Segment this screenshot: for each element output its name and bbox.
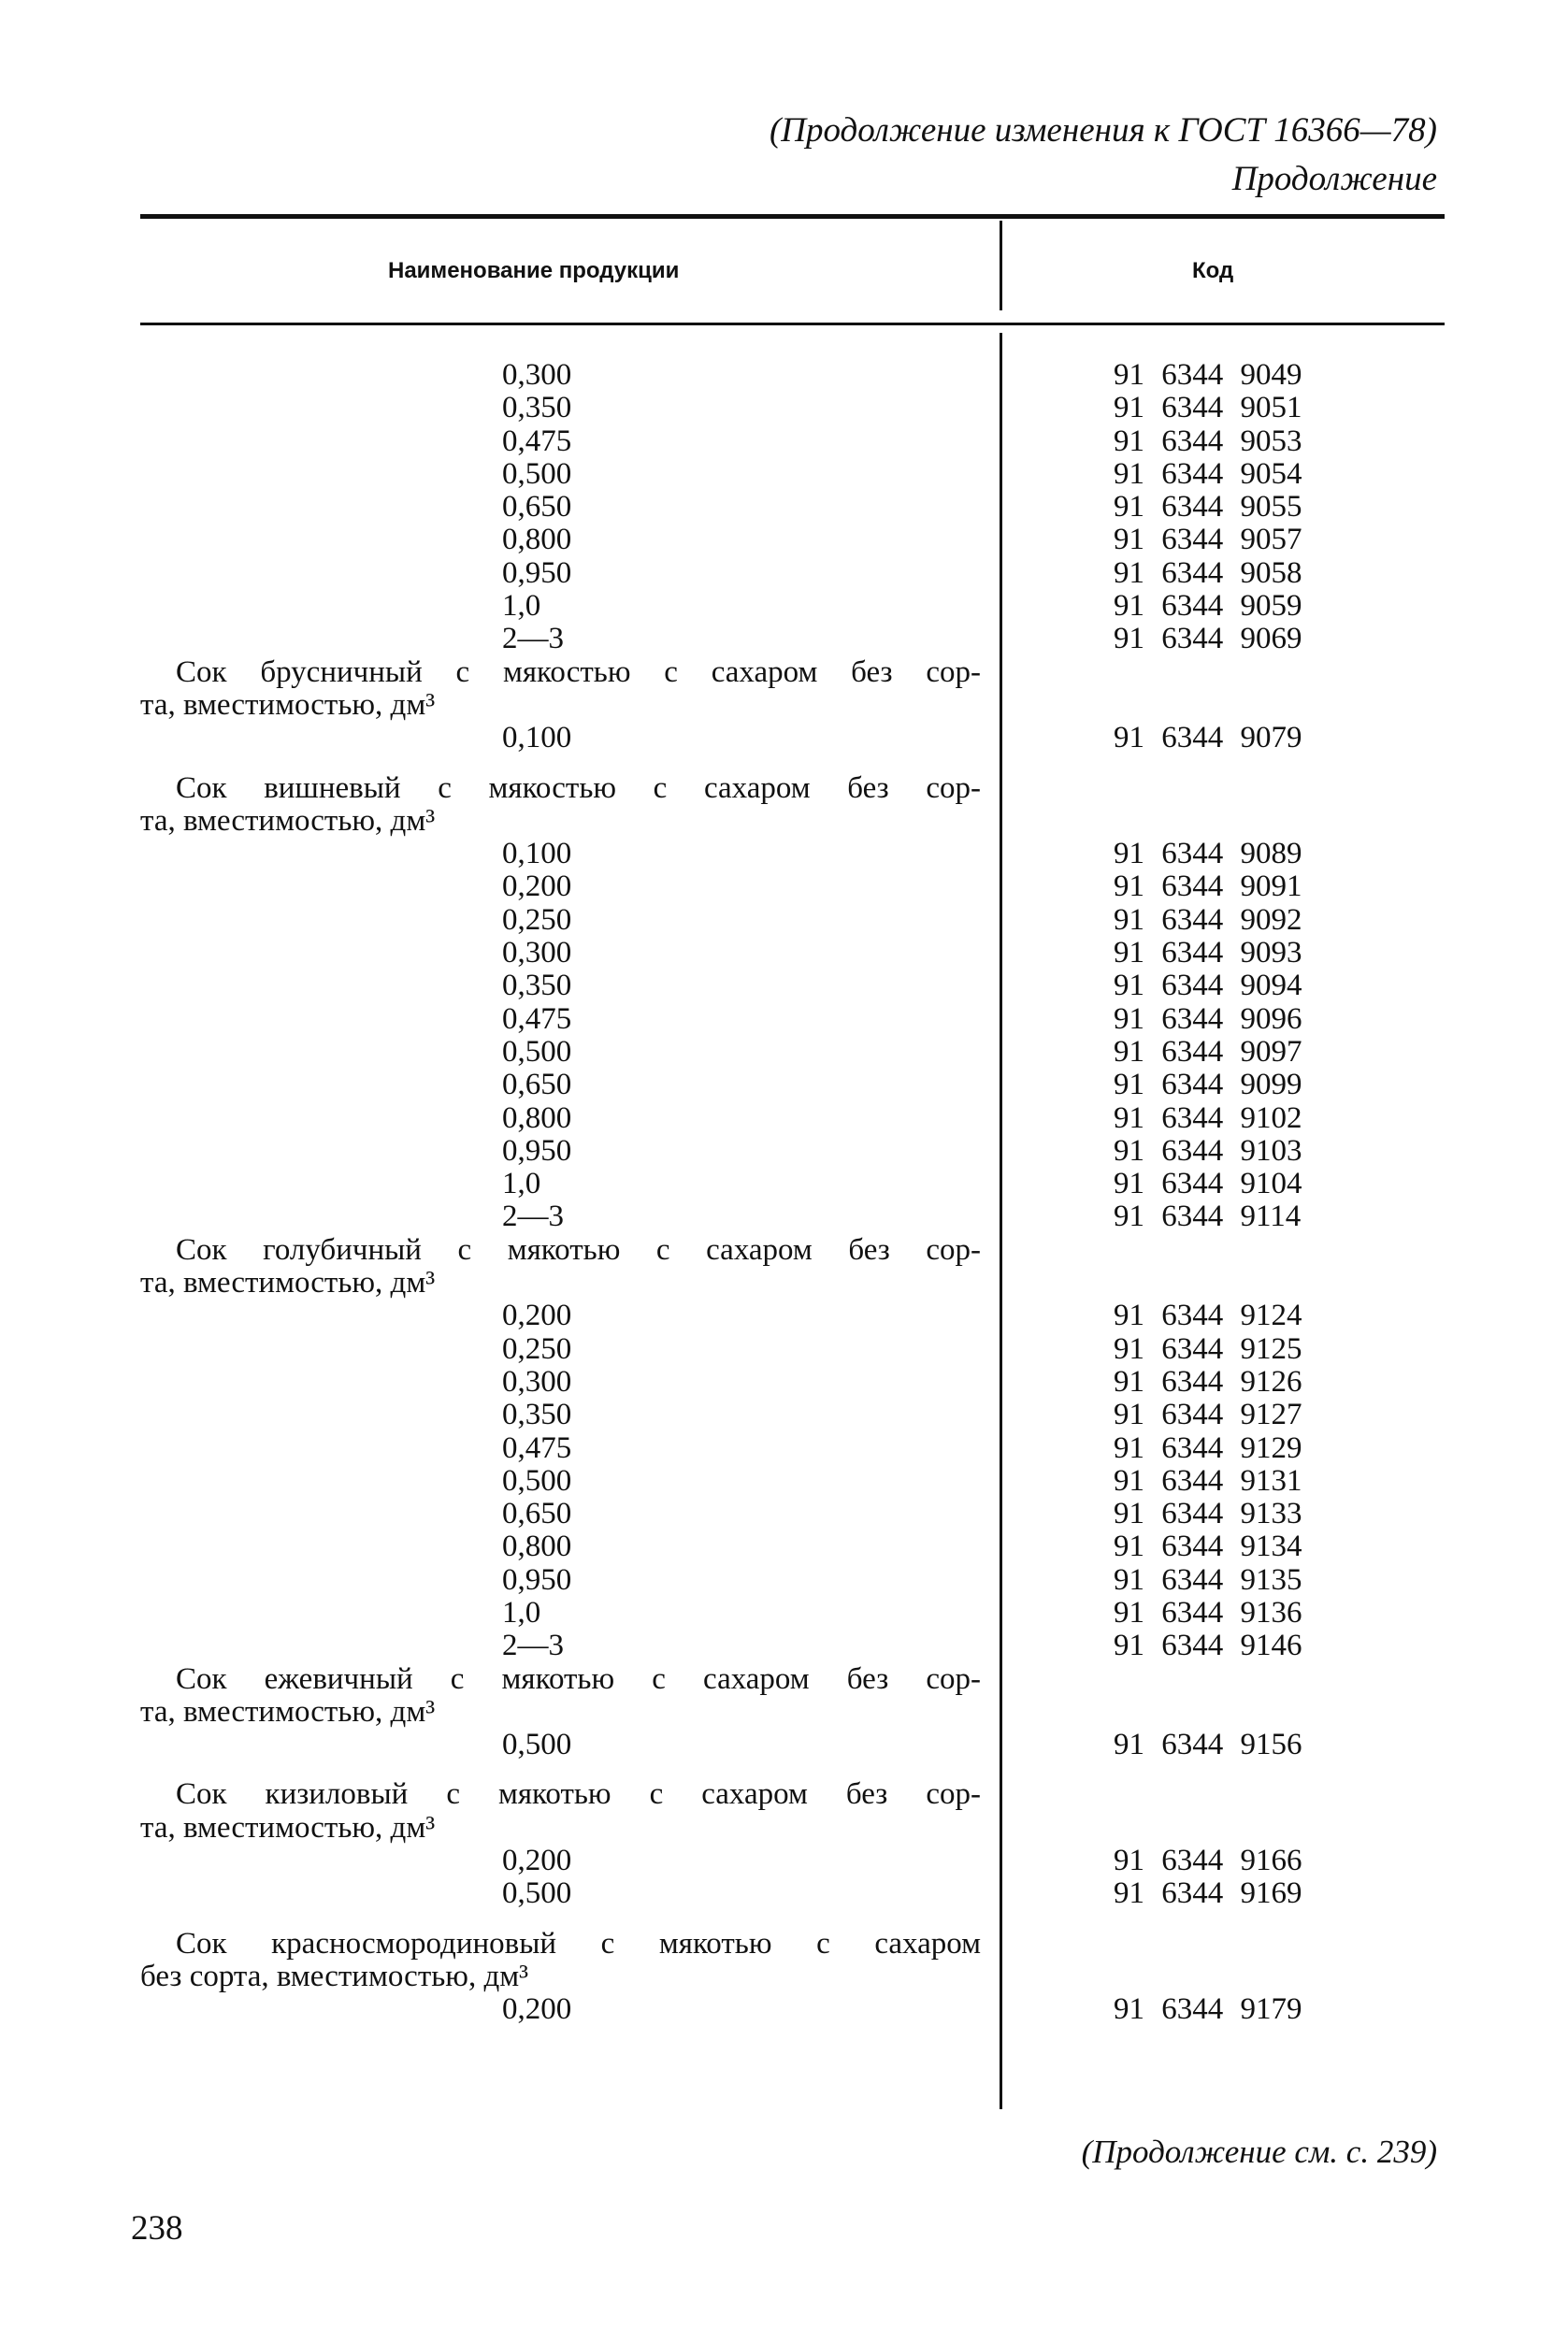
- product-description-line1: Сок красносмородиновый с мякотью с сахаром: [176, 1926, 981, 1961]
- code-cell: 91 6344 9053: [1114, 424, 1302, 458]
- volume-cell: 0,650: [502, 1068, 572, 1102]
- volume-cell: 0,800: [502, 1100, 572, 1135]
- table-row: [0, 937, 1568, 970]
- volume-cell: 0,475: [502, 1001, 572, 1036]
- row-spacer: [0, 1911, 1568, 1928]
- volume-cell: 0,500: [502, 1728, 572, 1762]
- product-description-row: [0, 1234, 1568, 1267]
- volume-cell: 2—3: [502, 1629, 564, 1663]
- row-spacer: [0, 1761, 1568, 1778]
- table-row: [0, 1300, 1568, 1332]
- volume-cell: 0,950: [502, 1133, 572, 1168]
- volume-cell: 2—3: [502, 622, 564, 656]
- table-top-rule: [140, 214, 1445, 219]
- table-row: [0, 1465, 1568, 1498]
- product-description-row: [0, 1663, 1568, 1696]
- table-row: [0, 1564, 1568, 1597]
- volume-cell: 0,950: [502, 1562, 572, 1597]
- table-row: [0, 1597, 1568, 1630]
- volume-cell: 0,350: [502, 1398, 572, 1432]
- code-cell: 91 6344 9104: [1114, 1167, 1302, 1201]
- column-header-name: Наименование продукции: [388, 258, 680, 283]
- table-row: [0, 904, 1568, 937]
- table-row: [0, 1366, 1568, 1399]
- product-description-line1: Сок кизиловый с мякотью с сахаром без сор-: [176, 1777, 981, 1812]
- table-row: [0, 1877, 1568, 1910]
- code-cell: 91 6344 9134: [1114, 1530, 1302, 1564]
- volume-cell: 0,300: [502, 1364, 572, 1399]
- volume-cell: 0,650: [502, 490, 572, 524]
- product-description-row: [0, 1696, 1568, 1729]
- code-cell: 91 6344 9179: [1114, 1992, 1302, 2027]
- product-description-row: [0, 1812, 1568, 1845]
- product-description-row: [0, 1961, 1568, 1993]
- code-cell: 91 6344 9094: [1114, 969, 1302, 1003]
- table-row: [0, 1333, 1568, 1366]
- volume-cell: 2—3: [502, 1200, 564, 1234]
- table-row: [0, 557, 1568, 590]
- product-description-line1: Сок голубичный с мякотью с сахаром без сор-: [176, 1232, 981, 1267]
- volume-cell: 0,300: [502, 936, 572, 970]
- code-cell: 91 6344 9131: [1114, 1463, 1302, 1498]
- volume-cell: 1,0: [502, 1595, 541, 1630]
- table-row: [0, 590, 1568, 623]
- code-cell: 91 6344 9097: [1114, 1034, 1302, 1069]
- volume-cell: 1,0: [502, 589, 541, 624]
- table-row: [0, 1399, 1568, 1431]
- code-cell: 91 6344 9156: [1114, 1728, 1302, 1762]
- table-row: [0, 838, 1568, 870]
- table-row: [0, 392, 1568, 424]
- code-cell: 91 6344 9058: [1114, 555, 1302, 590]
- code-cell: 91 6344 9057: [1114, 523, 1302, 557]
- code-cell: 91 6344 9059: [1114, 589, 1302, 624]
- volume-cell: 0,100: [502, 837, 572, 871]
- product-description-row: [0, 656, 1568, 689]
- product-description-line2: та, вместимостью, дм³: [140, 687, 436, 722]
- volume-cell: 0,100: [502, 721, 572, 755]
- code-cell: 91 6344 9127: [1114, 1398, 1302, 1432]
- code-cell: 91 6344 9124: [1114, 1299, 1302, 1333]
- table-row: [0, 1036, 1568, 1069]
- table-row: [0, 623, 1568, 655]
- volume-cell: 0,300: [502, 358, 572, 392]
- volume-cell: 0,200: [502, 869, 572, 904]
- code-cell: 91 6344 9091: [1114, 869, 1302, 904]
- code-cell: 91 6344 9079: [1114, 721, 1302, 755]
- table-row: [0, 458, 1568, 491]
- volume-cell: 0,350: [502, 391, 572, 425]
- code-cell: 91 6344 9114: [1114, 1200, 1302, 1234]
- code-cell: 91 6344 9069: [1114, 622, 1302, 656]
- product-description-row: [0, 805, 1568, 838]
- code-cell: 91 6344 9051: [1114, 391, 1302, 425]
- product-description-row: [0, 772, 1568, 805]
- volume-cell: 0,500: [502, 456, 572, 491]
- volume-cell: 0,475: [502, 1430, 572, 1465]
- table-row: [0, 970, 1568, 1002]
- table-row: [0, 1498, 1568, 1530]
- table-row: [0, 1845, 1568, 1877]
- header-column-divider: [1000, 221, 1002, 310]
- code-cell: 91 6344 9146: [1114, 1629, 1302, 1663]
- product-description-line2: та, вместимостью, дм³: [140, 1694, 436, 1729]
- table-row: [0, 1630, 1568, 1662]
- table-body: [0, 359, 1568, 2027]
- table-row: [0, 359, 1568, 392]
- table-row: [0, 1432, 1568, 1465]
- volume-cell: 0,950: [502, 555, 572, 590]
- volume-cell: 0,350: [502, 969, 572, 1003]
- code-cell: 91 6344 9125: [1114, 1331, 1302, 1366]
- code-cell: 91 6344 9099: [1114, 1068, 1302, 1102]
- table-row: [0, 722, 1568, 754]
- product-description-line2: без сорта, вместимостью, дм³: [140, 1959, 529, 1993]
- volume-cell: 0,200: [502, 1299, 572, 1333]
- volume-cell: 0,250: [502, 902, 572, 937]
- table-row: [0, 1200, 1568, 1233]
- table-row: [0, 524, 1568, 556]
- product-description-row: [0, 1778, 1568, 1811]
- row-spacer: [0, 755, 1568, 772]
- product-description-row: [0, 1928, 1568, 1961]
- table-row: [0, 1729, 1568, 1761]
- table-row: [0, 425, 1568, 458]
- code-cell: 91 6344 9169: [1114, 1876, 1302, 1911]
- product-description-line2: та, вместимостью, дм³: [140, 1810, 436, 1845]
- product-description-line1: Сок ежевичный с мякотью с сахаром без сор-: [176, 1661, 981, 1696]
- continuation-footer: (Продолжение см. с. 239): [1081, 2134, 1437, 2170]
- table-row: [0, 1168, 1568, 1200]
- table-row: [0, 870, 1568, 903]
- code-cell: 91 6344 9096: [1114, 1001, 1302, 1036]
- table-row: [0, 1993, 1568, 2026]
- table-row: [0, 1069, 1568, 1101]
- page-number: 238: [131, 2209, 183, 2248]
- table-row: [0, 1530, 1568, 1563]
- product-description-line1: Сок брусничный с мякостью с сахаром без сор-: [176, 654, 981, 689]
- continuation-header: (Продолжение изменения к ГОСТ 16366—78): [769, 111, 1437, 150]
- code-cell: 91 6344 9092: [1114, 902, 1302, 937]
- volume-cell: 1,0: [502, 1167, 541, 1201]
- volume-cell: 0,475: [502, 424, 572, 458]
- volume-cell: 0,250: [502, 1331, 572, 1366]
- code-cell: 91 6344 9135: [1114, 1562, 1302, 1597]
- table-row: [0, 1003, 1568, 1036]
- volume-cell: 0,200: [502, 1844, 572, 1878]
- code-cell: 91 6344 9054: [1114, 456, 1302, 491]
- code-cell: 91 6344 9129: [1114, 1430, 1302, 1465]
- product-description-line1: Сок вишневый с мякостью с сахаром без сор-: [176, 770, 981, 805]
- product-description-line2: та, вместимостью, дм³: [140, 1266, 436, 1300]
- continuation-label: Продолжение: [1231, 160, 1437, 198]
- code-cell: 91 6344 9166: [1114, 1844, 1302, 1878]
- code-cell: 91 6344 9102: [1114, 1100, 1302, 1135]
- code-cell: 91 6344 9055: [1114, 490, 1302, 524]
- code-cell: 91 6344 9126: [1114, 1364, 1302, 1399]
- table-row: [0, 491, 1568, 524]
- table-row: [0, 1102, 1568, 1135]
- column-header-code: Код: [1192, 258, 1234, 283]
- code-cell: 91 6344 9103: [1114, 1133, 1302, 1168]
- volume-cell: 0,800: [502, 523, 572, 557]
- volume-cell: 0,200: [502, 1992, 572, 2027]
- code-cell: 91 6344 9136: [1114, 1595, 1302, 1630]
- product-description-line2: та, вместимостью, дм³: [140, 803, 436, 838]
- volume-cell: 0,500: [502, 1034, 572, 1069]
- volume-cell: 0,500: [502, 1463, 572, 1498]
- code-cell: 91 6344 9133: [1114, 1497, 1302, 1531]
- volume-cell: 0,500: [502, 1876, 572, 1911]
- product-description-row: [0, 1267, 1568, 1300]
- product-description-row: [0, 689, 1568, 722]
- volume-cell: 0,650: [502, 1497, 572, 1531]
- code-cell: 91 6344 9089: [1114, 837, 1302, 871]
- table-row: [0, 1135, 1568, 1168]
- code-cell: 91 6344 9049: [1114, 358, 1302, 392]
- volume-cell: 0,800: [502, 1530, 572, 1564]
- code-cell: 91 6344 9093: [1114, 936, 1302, 970]
- table-header-rule: [140, 323, 1445, 325]
